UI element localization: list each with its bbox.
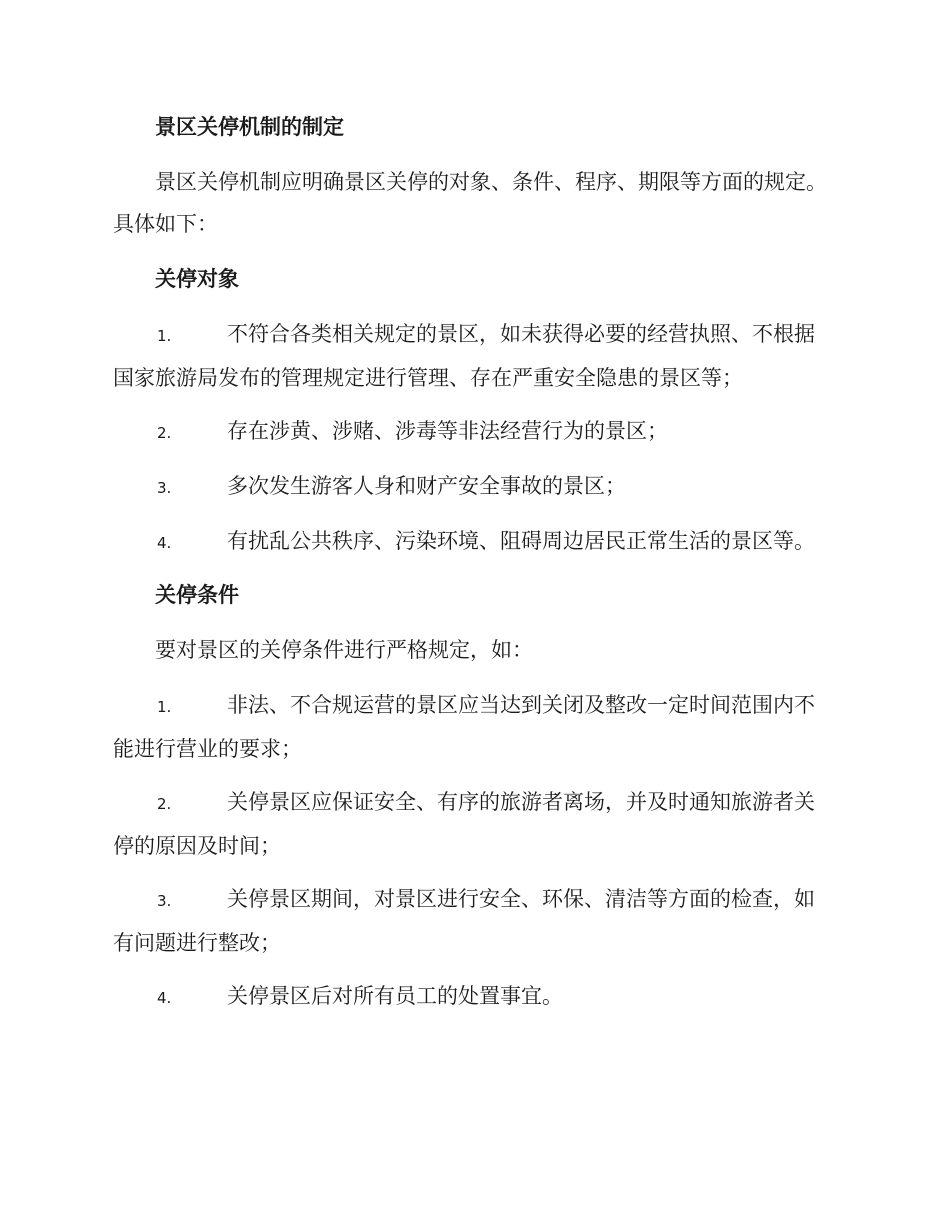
list-item [113, 520, 835, 564]
list-item [113, 781, 835, 867]
list-text: 多次发生游客人身和财产安全事故的景区； [227, 474, 626, 498]
list-number: 2. [157, 424, 172, 442]
section-heading-objects: 关停对象 [155, 267, 239, 291]
list-text: 关停景区后对所有员工的处置事宜。 [227, 984, 563, 1008]
list-item [113, 313, 835, 399]
list-number: 2. [157, 795, 172, 813]
list-text: 关停景区期间，对景区进行安全、环保、清洁等方面的检查，如有问题进行整改； [113, 887, 815, 955]
list-text: 存在涉黄、涉赌、涉毒等非法经营行为的景区； [227, 419, 668, 443]
document-title: 景区关停机制的制定 [155, 115, 344, 139]
list-number: 4. [157, 534, 172, 552]
list-item [113, 878, 835, 964]
list-number: 1. [157, 698, 172, 716]
list-text: 关停景区应保证安全、有序的旅游者离场，并及时通知旅游者关停的原因及时间； [113, 790, 815, 858]
conditions-intro-paragraph: 要对景区的关停条件进行严格规定，如： [155, 638, 533, 662]
intro-paragraph: 景区关停机制应明确景区关停的对象、条件、程序、期限等方面的规定。具体如下： [113, 170, 827, 236]
list-number: 3. [157, 479, 172, 497]
list-item [113, 410, 835, 454]
list-item [113, 684, 835, 770]
section-heading-conditions: 关停条件 [155, 583, 239, 607]
list-item [113, 975, 835, 1019]
list-number: 3. [157, 892, 172, 910]
list-number: 1. [157, 327, 172, 345]
list-item [113, 465, 835, 509]
list-text: 非法、不合规运营的景区应当达到关闭及整改一定时间范围内不能进行营业的要求； [113, 693, 815, 761]
list-text: 有扰乱公共秩序、污染环境、阻碍周边居民正常生活的景区等。 [227, 529, 815, 553]
list-number: 4. [157, 989, 172, 1007]
list-text: 不符合各类相关规定的景区，如未获得必要的经营执照、不根据国家旅游局发布的管理规定进行管理、存在严重安全隐患的景区等； [113, 322, 815, 390]
